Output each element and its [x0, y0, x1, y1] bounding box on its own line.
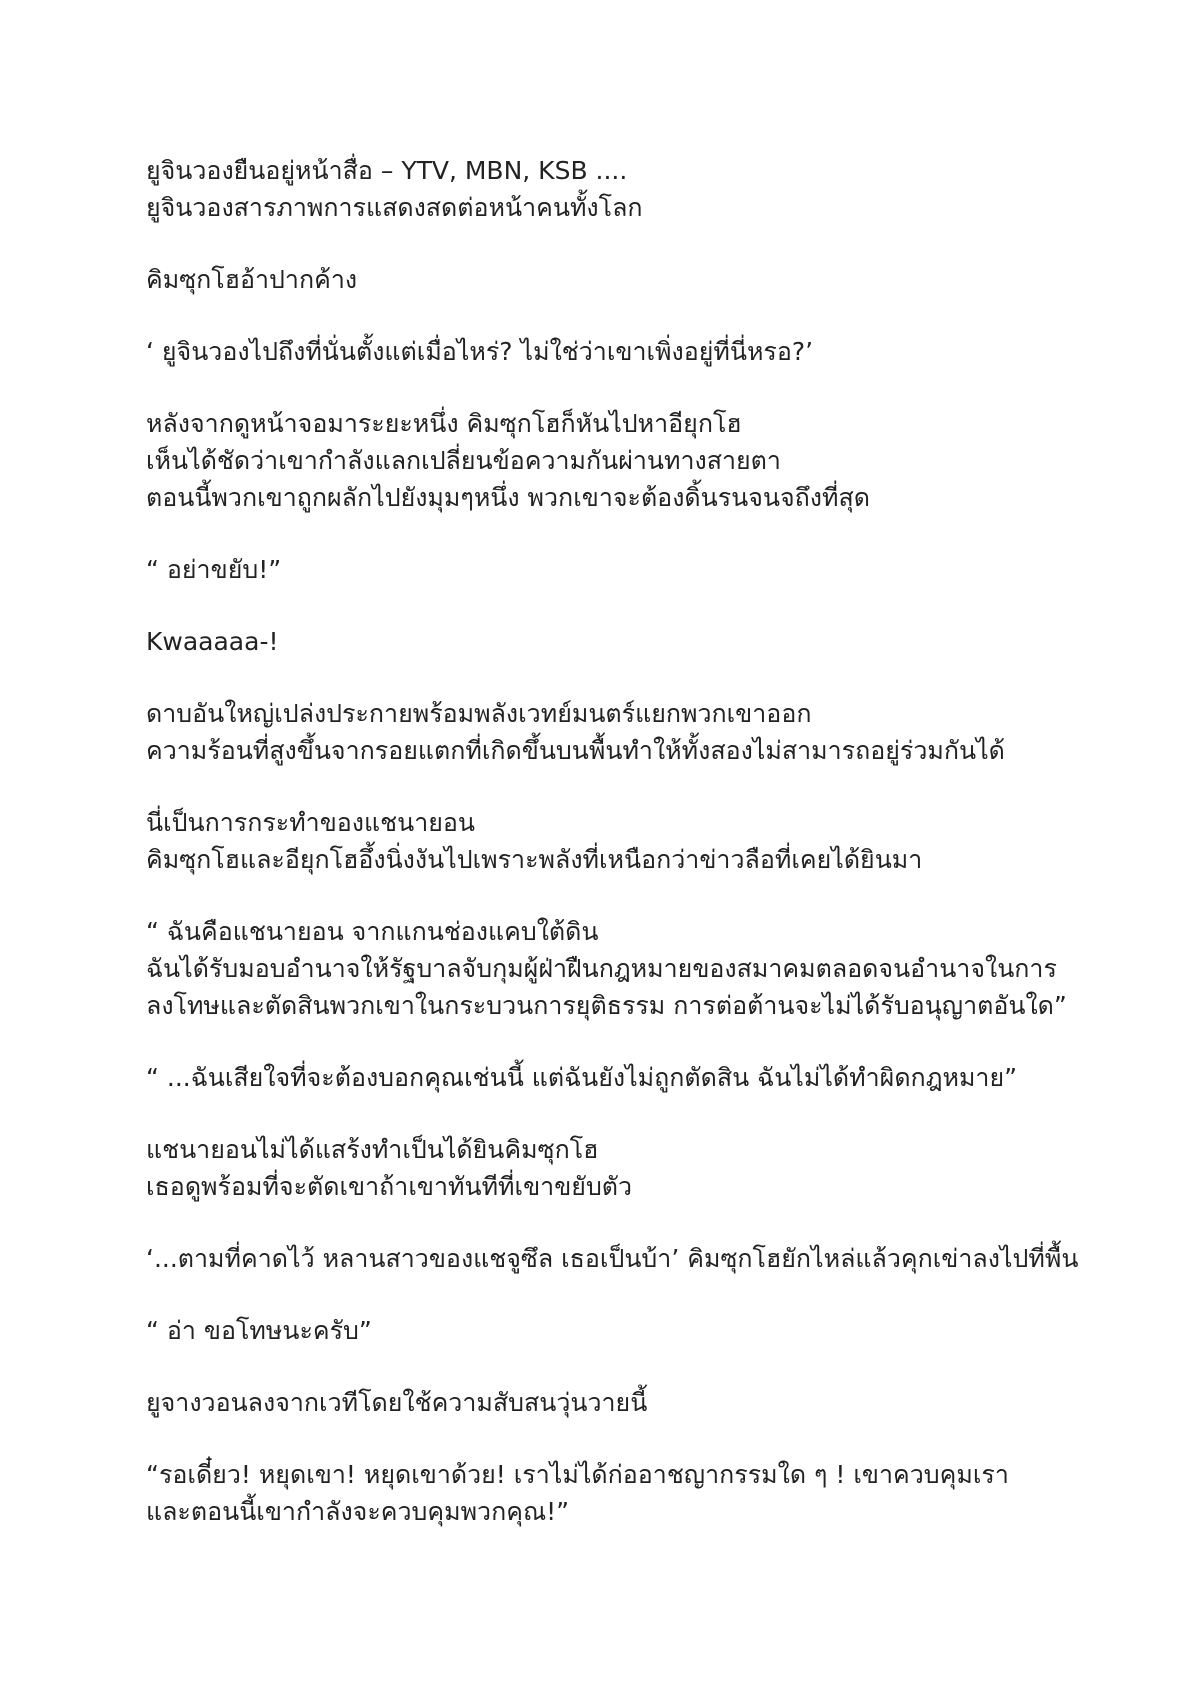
paragraph [146, 1059, 1146, 1096]
text-line: ลงโทษและตัดสินพวกเขาในกระบวนการยุติธรรม การต่อต้านจะไม่ได้รับอนุญาตอันใด” [146, 991, 1067, 1020]
paragraph [146, 913, 1146, 1024]
text-line: ยูจินวองสารภาพการแสดงสดต่อหน้าคนทั้งโลก [146, 193, 643, 222]
text-line: และตอนนี้เขากำลังจะควบคุมพวกคุณ!” [146, 1497, 570, 1526]
paragraph [146, 695, 1146, 769]
paragraph [146, 261, 1146, 298]
paragraph [146, 1312, 1146, 1349]
text-line: “ อ่า ขอโทษนะครับ” [146, 1316, 372, 1345]
text-line: Kwaaaaa-! [146, 627, 279, 656]
text-line: ‘...ตามที่คาดไว้ หลานสาวของแชจูซึล เธอเป็นบ้า’ คิมซุกโฮยักไหล่แล้วคุกเข่าลงไปที่พื้น [146, 1244, 1079, 1273]
text-line: หลังจากดูหน้าจอมาระยะหนึ่ง คิมซุกโฮก็หันไปหาอียุกโฮ [146, 409, 742, 438]
text-line: แชนายอนไม่ได้แสร้งทำเป็นได้ยินคิมซุกโฮ [146, 1135, 599, 1164]
text-line: ตอนนี้พวกเขาถูกผลักไปยังมุมๆหนึ่ง พวกเขาจะต้องดิ้นรนจนจถึงที่สุด [146, 483, 870, 512]
paragraph [146, 405, 1146, 516]
paragraph [146, 1131, 1146, 1205]
text-line: “รอเดี๋ยว! หยุดเขา! หยุดเขาด้วย! เราไม่ได้ก่ออาชญากรรมใด ๆ ! เขาควบคุมเรา [146, 1460, 1009, 1489]
text-line: ดาบอันใหญ่เปล่งประกายพร้อมพลังเวทย์มนตร์แยกพวกเขาออก [146, 699, 812, 728]
text-line: เธอดูพร้อมที่จะตัดเขาถ้าเขาทันทีที่เขาขยับตัว [146, 1172, 633, 1201]
paragraph [146, 1240, 1146, 1277]
text-line: ‘ ยูจินวองไปถึงที่นั่นตั้งแต่เมื่อไหร่? ไม่ใช่ว่าเขาเพิ่งอยู่ที่นี่หรอ?’ [146, 337, 814, 366]
text-line: “ อย่าขยับ!” [146, 555, 282, 584]
paragraph [146, 804, 1146, 878]
paragraph [146, 1384, 1146, 1421]
paragraph [146, 623, 1146, 660]
text-line: ยูจางวอนลงจากเวทีโดยใช้ความสับสนวุ่นวายนี้ [146, 1388, 648, 1417]
text-line: คิมซุกโฮอ้าปากค้าง [146, 265, 358, 294]
text-line: “ ...ฉันเสียใจที่จะต้องบอกคุณเช่นนี้ แต่ฉันยังไม่ถูกตัดสิน ฉันไม่ได้ทำผิดกฎหมาย” [146, 1063, 1018, 1092]
text-line: นี่เป็นการกระทำของแชนายอน [146, 808, 475, 837]
text-line: คิมซุกโฮและอียุกโฮอึ้งนิ่งงันไปเพราะพลังที่เหนือกว่าข่าวลือที่เคยได้ยินมา [146, 845, 923, 874]
text-line: ยูจินวองยืนอยู่หน้าสื่อ – YTV, MBN, KSB .... [146, 156, 628, 185]
paragraph [146, 551, 1146, 588]
paragraph [146, 152, 1146, 226]
document-body [146, 152, 1146, 1565]
paragraph [146, 1456, 1146, 1530]
text-line: ความร้อนที่สูงขึ้นจากรอยแตกที่เกิดขึ้นบนพื้นทำให้ทั้งสองไม่สามารถอยู่ร่วมกันได้ [146, 736, 1005, 765]
text-line: “ ฉันคือแชนายอน จากแกนช่องแคบใต้ดิน [146, 917, 599, 946]
paragraph [146, 333, 1146, 370]
text-line: เห็นได้ชัดว่าเขากำลังแลกเปลี่ยนข้อความกันผ่านทางสายตา [146, 446, 781, 475]
text-line: ฉันได้รับมอบอำนาจให้รัฐบาลจับกุมผู้ฝ่าฝืนกฎหมายของสมาคมตลอดจนอำนาจในการ [146, 954, 1057, 983]
